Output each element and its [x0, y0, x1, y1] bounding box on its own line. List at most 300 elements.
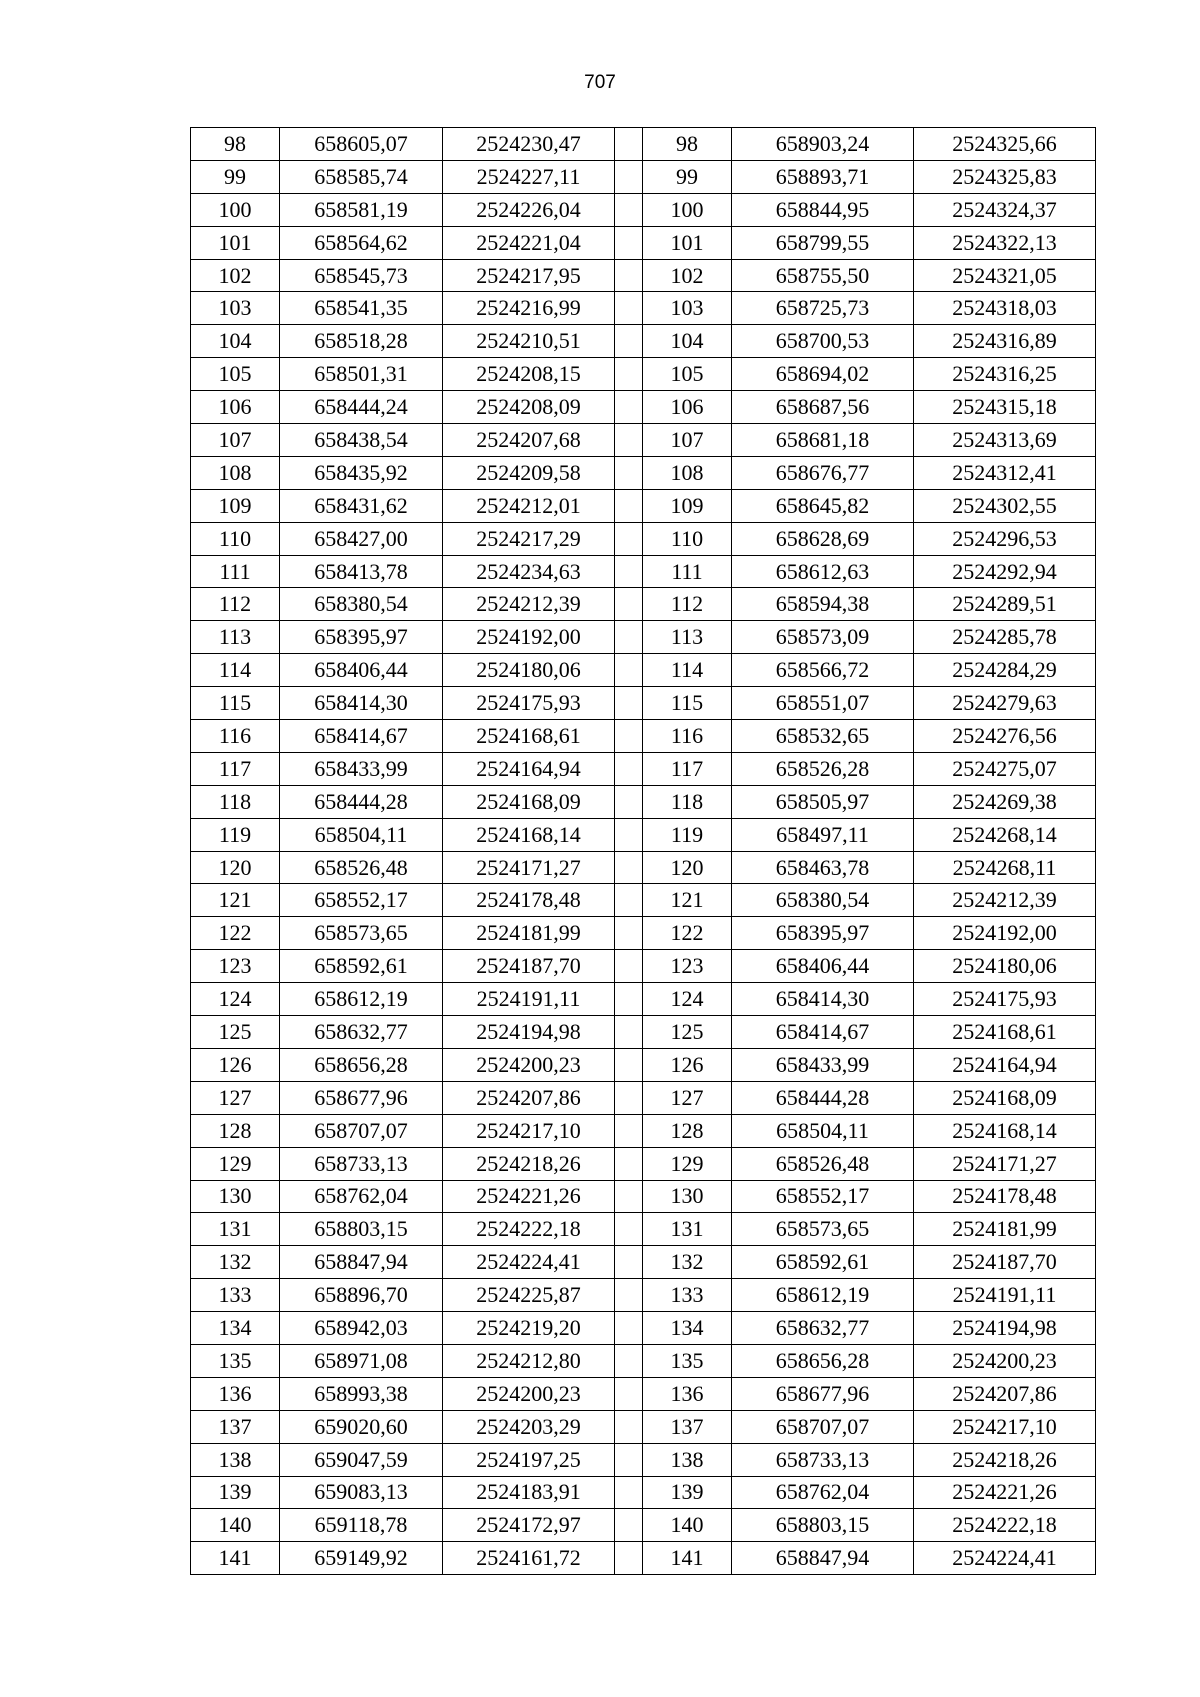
- left-y-cell: 2524200,23: [443, 1377, 615, 1410]
- left-y-cell: 2524180,06: [443, 654, 615, 687]
- spacer-cell: [615, 851, 643, 884]
- spacer-cell: [615, 358, 643, 391]
- right-point-number-cell: 131: [643, 1213, 732, 1246]
- right-x-cell: 658566,72: [732, 654, 914, 687]
- spacer-cell: [615, 1081, 643, 1114]
- table-row: [191, 193, 1096, 226]
- left-x-cell: 658501,31: [280, 358, 443, 391]
- left-y-cell: 2524210,51: [443, 325, 615, 358]
- spacer-cell: [615, 160, 643, 193]
- left-y-cell: 2524216,99: [443, 292, 615, 325]
- right-point-number-cell: 134: [643, 1312, 732, 1345]
- right-point-number-cell: 121: [643, 884, 732, 917]
- table-row: [191, 424, 1096, 457]
- table-row: [191, 1476, 1096, 1509]
- left-y-cell: 2524208,15: [443, 358, 615, 391]
- left-point-number-cell: 121: [191, 884, 280, 917]
- right-y-cell: 2524171,27: [914, 1147, 1096, 1180]
- left-y-cell: 2524171,27: [443, 851, 615, 884]
- left-x-cell: 658605,07: [280, 128, 443, 161]
- table-row: [191, 884, 1096, 917]
- right-y-cell: 2524200,23: [914, 1344, 1096, 1377]
- table-row: [191, 1443, 1096, 1476]
- right-x-cell: 658592,61: [732, 1246, 914, 1279]
- right-point-number-cell: 103: [643, 292, 732, 325]
- right-y-cell: 2524313,69: [914, 424, 1096, 457]
- left-point-number-cell: 107: [191, 424, 280, 457]
- page-number: 707: [584, 72, 616, 93]
- right-point-number-cell: 98: [643, 128, 732, 161]
- table-row: [191, 917, 1096, 950]
- left-x-cell: 658395,97: [280, 621, 443, 654]
- right-x-cell: 658707,07: [732, 1410, 914, 1443]
- spacer-cell: [615, 884, 643, 917]
- table-row: [191, 851, 1096, 884]
- left-y-cell: 2524212,01: [443, 489, 615, 522]
- table-row: [191, 1048, 1096, 1081]
- left-x-cell: 658573,65: [280, 917, 443, 950]
- right-point-number-cell: 107: [643, 424, 732, 457]
- spacer-cell: [615, 391, 643, 424]
- right-y-cell: 2524207,86: [914, 1377, 1096, 1410]
- right-point-number-cell: 122: [643, 917, 732, 950]
- right-x-cell: 658656,28: [732, 1344, 914, 1377]
- left-point-number-cell: 105: [191, 358, 280, 391]
- right-point-number-cell: 141: [643, 1542, 732, 1575]
- table-row: [191, 1180, 1096, 1213]
- left-x-cell: 658656,28: [280, 1048, 443, 1081]
- left-x-cell: 658592,61: [280, 950, 443, 983]
- spacer-cell: [615, 588, 643, 621]
- right-point-number-cell: 129: [643, 1147, 732, 1180]
- table-row: [191, 292, 1096, 325]
- right-point-number-cell: 120: [643, 851, 732, 884]
- table-row: [191, 1279, 1096, 1312]
- right-point-number-cell: 100: [643, 193, 732, 226]
- right-point-number-cell: 137: [643, 1410, 732, 1443]
- right-x-cell: 658573,09: [732, 621, 914, 654]
- right-x-cell: 658526,28: [732, 752, 914, 785]
- right-point-number-cell: 111: [643, 555, 732, 588]
- left-point-number-cell: 128: [191, 1114, 280, 1147]
- left-point-number-cell: 98: [191, 128, 280, 161]
- right-x-cell: 658844,95: [732, 193, 914, 226]
- right-point-number-cell: 109: [643, 489, 732, 522]
- right-point-number-cell: 140: [643, 1509, 732, 1542]
- right-point-number-cell: 127: [643, 1081, 732, 1114]
- left-point-number-cell: 119: [191, 818, 280, 851]
- right-y-cell: 2524321,05: [914, 259, 1096, 292]
- table-row: [191, 325, 1096, 358]
- left-y-cell: 2524217,95: [443, 259, 615, 292]
- table-row: [191, 621, 1096, 654]
- left-point-number-cell: 106: [191, 391, 280, 424]
- left-point-number-cell: 139: [191, 1476, 280, 1509]
- spacer-cell: [615, 292, 643, 325]
- left-x-cell: 659083,13: [280, 1476, 443, 1509]
- spacer-cell: [615, 489, 643, 522]
- right-y-cell: 2524217,10: [914, 1410, 1096, 1443]
- spacer-cell: [615, 720, 643, 753]
- left-point-number-cell: 126: [191, 1048, 280, 1081]
- right-point-number-cell: 138: [643, 1443, 732, 1476]
- left-x-cell: 658612,19: [280, 983, 443, 1016]
- left-y-cell: 2524225,87: [443, 1279, 615, 1312]
- right-point-number-cell: 101: [643, 226, 732, 259]
- left-x-cell: 658414,67: [280, 720, 443, 753]
- right-x-cell: 658687,56: [732, 391, 914, 424]
- left-x-cell: 659118,78: [280, 1509, 443, 1542]
- left-x-cell: 658435,92: [280, 456, 443, 489]
- table-row: [191, 1246, 1096, 1279]
- table-row: [191, 522, 1096, 555]
- left-y-cell: 2524183,91: [443, 1476, 615, 1509]
- right-point-number-cell: 126: [643, 1048, 732, 1081]
- left-y-cell: 2524194,98: [443, 1016, 615, 1049]
- right-y-cell: 2524168,61: [914, 1016, 1096, 1049]
- left-y-cell: 2524207,68: [443, 424, 615, 457]
- right-y-cell: 2524168,14: [914, 1114, 1096, 1147]
- right-x-cell: 658645,82: [732, 489, 914, 522]
- spacer-cell: [615, 1344, 643, 1377]
- left-y-cell: 2524168,09: [443, 785, 615, 818]
- left-point-number-cell: 111: [191, 555, 280, 588]
- left-point-number-cell: 140: [191, 1509, 280, 1542]
- spacer-cell: [615, 1476, 643, 1509]
- right-x-cell: 658573,65: [732, 1213, 914, 1246]
- right-point-number-cell: 108: [643, 456, 732, 489]
- spacer-cell: [615, 1114, 643, 1147]
- spacer-cell: [615, 522, 643, 555]
- right-x-cell: 658594,38: [732, 588, 914, 621]
- right-point-number-cell: 133: [643, 1279, 732, 1312]
- left-x-cell: 658847,94: [280, 1246, 443, 1279]
- left-y-cell: 2524191,11: [443, 983, 615, 1016]
- table-body: [191, 128, 1096, 1575]
- left-x-cell: 658444,28: [280, 785, 443, 818]
- left-y-cell: 2524197,25: [443, 1443, 615, 1476]
- table-row: [191, 1114, 1096, 1147]
- right-point-number-cell: 119: [643, 818, 732, 851]
- spacer-cell: [615, 1542, 643, 1575]
- right-x-cell: 658700,53: [732, 325, 914, 358]
- left-point-number-cell: 129: [191, 1147, 280, 1180]
- left-y-cell: 2524209,58: [443, 456, 615, 489]
- spacer-cell: [615, 1246, 643, 1279]
- left-y-cell: 2524192,00: [443, 621, 615, 654]
- right-y-cell: 2524191,11: [914, 1279, 1096, 1312]
- spacer-cell: [615, 1279, 643, 1312]
- right-y-cell: 2524180,06: [914, 950, 1096, 983]
- left-y-cell: 2524217,29: [443, 522, 615, 555]
- spacer-cell: [615, 654, 643, 687]
- left-point-number-cell: 109: [191, 489, 280, 522]
- left-x-cell: 658762,04: [280, 1180, 443, 1213]
- spacer-cell: [615, 1016, 643, 1049]
- table-row: [191, 983, 1096, 1016]
- left-y-cell: 2524217,10: [443, 1114, 615, 1147]
- table-row: [191, 391, 1096, 424]
- spacer-cell: [615, 259, 643, 292]
- spacer-cell: [615, 950, 643, 983]
- table-row: [191, 720, 1096, 753]
- spacer-cell: [615, 1410, 643, 1443]
- right-x-cell: 658612,19: [732, 1279, 914, 1312]
- left-point-number-cell: 122: [191, 917, 280, 950]
- left-point-number-cell: 118: [191, 785, 280, 818]
- table-row: [191, 1213, 1096, 1246]
- spacer-cell: [615, 1048, 643, 1081]
- right-y-cell: 2524316,25: [914, 358, 1096, 391]
- table-row: [191, 818, 1096, 851]
- table-row: [191, 785, 1096, 818]
- right-point-number-cell: 112: [643, 588, 732, 621]
- right-y-cell: 2524312,41: [914, 456, 1096, 489]
- spacer-cell: [615, 555, 643, 588]
- table-row: [191, 555, 1096, 588]
- left-x-cell: 658733,13: [280, 1147, 443, 1180]
- right-x-cell: 658847,94: [732, 1542, 914, 1575]
- right-y-cell: 2524318,03: [914, 292, 1096, 325]
- right-point-number-cell: 115: [643, 687, 732, 720]
- spacer-cell: [615, 1180, 643, 1213]
- table-row: [191, 687, 1096, 720]
- right-x-cell: 658497,11: [732, 818, 914, 851]
- right-y-cell: 2524221,26: [914, 1476, 1096, 1509]
- right-y-cell: 2524168,09: [914, 1081, 1096, 1114]
- left-x-cell: 658993,38: [280, 1377, 443, 1410]
- right-point-number-cell: 114: [643, 654, 732, 687]
- left-y-cell: 2524172,97: [443, 1509, 615, 1542]
- left-y-cell: 2524221,04: [443, 226, 615, 259]
- right-x-cell: 658414,67: [732, 1016, 914, 1049]
- left-point-number-cell: 138: [191, 1443, 280, 1476]
- left-y-cell: 2524208,09: [443, 391, 615, 424]
- right-y-cell: 2524302,55: [914, 489, 1096, 522]
- spacer-cell: [615, 456, 643, 489]
- spacer-cell: [615, 621, 643, 654]
- left-x-cell: 658444,24: [280, 391, 443, 424]
- left-x-cell: 658564,62: [280, 226, 443, 259]
- right-point-number-cell: 117: [643, 752, 732, 785]
- right-y-cell: 2524181,99: [914, 1213, 1096, 1246]
- left-point-number-cell: 117: [191, 752, 280, 785]
- spacer-cell: [615, 1213, 643, 1246]
- right-x-cell: 658504,11: [732, 1114, 914, 1147]
- spacer-cell: [615, 1147, 643, 1180]
- right-x-cell: 658762,04: [732, 1476, 914, 1509]
- right-y-cell: 2524316,89: [914, 325, 1096, 358]
- right-x-cell: 658395,97: [732, 917, 914, 950]
- left-y-cell: 2524221,26: [443, 1180, 615, 1213]
- left-point-number-cell: 115: [191, 687, 280, 720]
- right-point-number-cell: 99: [643, 160, 732, 193]
- left-y-cell: 2524200,23: [443, 1048, 615, 1081]
- spacer-cell: [615, 1377, 643, 1410]
- left-point-number-cell: 124: [191, 983, 280, 1016]
- right-x-cell: 658406,44: [732, 950, 914, 983]
- right-y-cell: 2524192,00: [914, 917, 1096, 950]
- left-point-number-cell: 133: [191, 1279, 280, 1312]
- right-x-cell: 658552,17: [732, 1180, 914, 1213]
- left-x-cell: 658803,15: [280, 1213, 443, 1246]
- right-y-cell: 2524325,66: [914, 128, 1096, 161]
- right-x-cell: 658612,63: [732, 555, 914, 588]
- left-y-cell: 2524187,70: [443, 950, 615, 983]
- table-row: [191, 226, 1096, 259]
- spacer-cell: [615, 325, 643, 358]
- right-point-number-cell: 124: [643, 983, 732, 1016]
- right-point-number-cell: 110: [643, 522, 732, 555]
- left-y-cell: 2524212,80: [443, 1344, 615, 1377]
- left-y-cell: 2524218,26: [443, 1147, 615, 1180]
- spacer-cell: [615, 128, 643, 161]
- left-point-number-cell: 99: [191, 160, 280, 193]
- left-x-cell: 659149,92: [280, 1542, 443, 1575]
- right-y-cell: 2524315,18: [914, 391, 1096, 424]
- left-x-cell: 658526,48: [280, 851, 443, 884]
- left-point-number-cell: 130: [191, 1180, 280, 1213]
- left-x-cell: 658438,54: [280, 424, 443, 457]
- table-row: [191, 160, 1096, 193]
- left-y-cell: 2524227,11: [443, 160, 615, 193]
- table-row: [191, 1410, 1096, 1443]
- right-x-cell: 658681,18: [732, 424, 914, 457]
- right-point-number-cell: 136: [643, 1377, 732, 1410]
- table-row: [191, 752, 1096, 785]
- right-point-number-cell: 125: [643, 1016, 732, 1049]
- table-row: [191, 128, 1096, 161]
- table-row: [191, 358, 1096, 391]
- right-point-number-cell: 132: [643, 1246, 732, 1279]
- table-row: [191, 456, 1096, 489]
- spacer-cell: [615, 785, 643, 818]
- coordinates-table: [190, 127, 1096, 1575]
- left-x-cell: 659020,60: [280, 1410, 443, 1443]
- right-x-cell: 658676,77: [732, 456, 914, 489]
- left-x-cell: 658585,74: [280, 160, 443, 193]
- right-y-cell: 2524175,93: [914, 983, 1096, 1016]
- right-x-cell: 658725,73: [732, 292, 914, 325]
- left-y-cell: 2524224,41: [443, 1246, 615, 1279]
- right-x-cell: 658532,65: [732, 720, 914, 753]
- right-y-cell: 2524292,94: [914, 555, 1096, 588]
- right-y-cell: 2524324,37: [914, 193, 1096, 226]
- right-x-cell: 658380,54: [732, 884, 914, 917]
- right-x-cell: 658551,07: [732, 687, 914, 720]
- left-y-cell: 2524207,86: [443, 1081, 615, 1114]
- right-y-cell: 2524284,29: [914, 654, 1096, 687]
- left-point-number-cell: 103: [191, 292, 280, 325]
- left-x-cell: 658406,44: [280, 654, 443, 687]
- left-x-cell: 658942,03: [280, 1312, 443, 1345]
- left-point-number-cell: 113: [191, 621, 280, 654]
- right-y-cell: 2524269,38: [914, 785, 1096, 818]
- left-point-number-cell: 100: [191, 193, 280, 226]
- right-x-cell: 658893,71: [732, 160, 914, 193]
- right-y-cell: 2524222,18: [914, 1509, 1096, 1542]
- spacer-cell: [615, 226, 643, 259]
- left-x-cell: 658632,77: [280, 1016, 443, 1049]
- spacer-cell: [615, 424, 643, 457]
- left-y-cell: 2524181,99: [443, 917, 615, 950]
- right-x-cell: 658505,97: [732, 785, 914, 818]
- right-y-cell: 2524187,70: [914, 1246, 1096, 1279]
- spacer-cell: [615, 687, 643, 720]
- spacer-cell: [615, 752, 643, 785]
- right-x-cell: 658903,24: [732, 128, 914, 161]
- right-y-cell: 2524285,78: [914, 621, 1096, 654]
- left-point-number-cell: 136: [191, 1377, 280, 1410]
- left-point-number-cell: 131: [191, 1213, 280, 1246]
- right-point-number-cell: 105: [643, 358, 732, 391]
- spacer-cell: [615, 917, 643, 950]
- left-y-cell: 2524219,20: [443, 1312, 615, 1345]
- left-point-number-cell: 114: [191, 654, 280, 687]
- right-x-cell: 658799,55: [732, 226, 914, 259]
- left-x-cell: 658677,96: [280, 1081, 443, 1114]
- right-x-cell: 658694,02: [732, 358, 914, 391]
- left-y-cell: 2524212,39: [443, 588, 615, 621]
- right-x-cell: 658628,69: [732, 522, 914, 555]
- spacer-cell: [615, 818, 643, 851]
- right-point-number-cell: 113: [643, 621, 732, 654]
- right-x-cell: 658414,30: [732, 983, 914, 1016]
- table-row: [191, 1542, 1096, 1575]
- right-y-cell: 2524275,07: [914, 752, 1096, 785]
- right-point-number-cell: 130: [643, 1180, 732, 1213]
- left-y-cell: 2524164,94: [443, 752, 615, 785]
- left-y-cell: 2524230,47: [443, 128, 615, 161]
- right-x-cell: 658444,28: [732, 1081, 914, 1114]
- right-y-cell: 2524218,26: [914, 1443, 1096, 1476]
- left-point-number-cell: 123: [191, 950, 280, 983]
- left-x-cell: 658427,00: [280, 522, 443, 555]
- left-x-cell: 658552,17: [280, 884, 443, 917]
- left-x-cell: 658433,99: [280, 752, 443, 785]
- right-y-cell: 2524224,41: [914, 1542, 1096, 1575]
- spacer-cell: [615, 1509, 643, 1542]
- right-y-cell: 2524194,98: [914, 1312, 1096, 1345]
- left-x-cell: 658380,54: [280, 588, 443, 621]
- left-x-cell: 658518,28: [280, 325, 443, 358]
- right-y-cell: 2524279,63: [914, 687, 1096, 720]
- right-y-cell: 2524289,51: [914, 588, 1096, 621]
- table-row: [191, 259, 1096, 292]
- right-x-cell: 658433,99: [732, 1048, 914, 1081]
- left-point-number-cell: 127: [191, 1081, 280, 1114]
- left-x-cell: 658414,30: [280, 687, 443, 720]
- left-y-cell: 2524226,04: [443, 193, 615, 226]
- right-y-cell: 2524276,56: [914, 720, 1096, 753]
- left-x-cell: 658504,11: [280, 818, 443, 851]
- left-x-cell: 658413,78: [280, 555, 443, 588]
- left-y-cell: 2524203,29: [443, 1410, 615, 1443]
- right-x-cell: 658463,78: [732, 851, 914, 884]
- right-point-number-cell: 118: [643, 785, 732, 818]
- left-x-cell: 658581,19: [280, 193, 443, 226]
- spacer-cell: [615, 193, 643, 226]
- spacer-cell: [615, 1443, 643, 1476]
- right-point-number-cell: 116: [643, 720, 732, 753]
- table-row: [191, 588, 1096, 621]
- left-point-number-cell: 137: [191, 1410, 280, 1443]
- table-row: [191, 1312, 1096, 1345]
- right-x-cell: 658803,15: [732, 1509, 914, 1542]
- right-point-number-cell: 102: [643, 259, 732, 292]
- left-point-number-cell: 112: [191, 588, 280, 621]
- right-point-number-cell: 139: [643, 1476, 732, 1509]
